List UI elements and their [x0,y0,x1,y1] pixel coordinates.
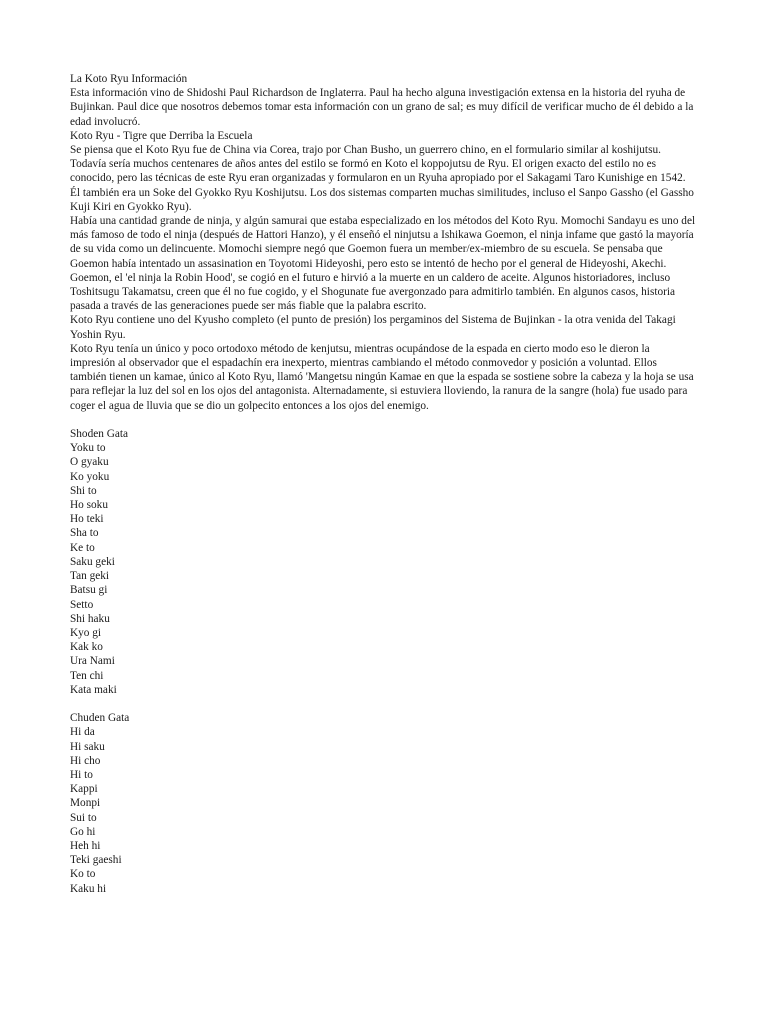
list-item: Kata maki [70,683,117,696]
list-item: Ko to [70,868,96,881]
chuden-gata-heading: Chuden Gata [70,712,130,725]
list-item: Shi to [70,484,97,497]
list-item: Ke to [70,541,95,554]
document-page [70,72,696,896]
spacer [70,697,696,711]
shoden-gata-list [70,441,696,697]
list-item: Heh hi [70,839,101,852]
list-item: Hi saku [70,740,105,753]
shoden-gata-heading: Shoden Gata [70,428,129,441]
list-item: Kyo gi [70,626,102,639]
body-paragraph-4: Koto Ryu tenía un único y poco ortodoxo método de kenjutsu, mientras ocupándose de la espada en cierto modo eso le dieron la impresión al observador que el espadachín era inexperto, mientras cambiando el método conmovedor y posición a voluntad. Ellos también tienen un kamae, único al Koto Ryu, llamó 'Mangetsu ningún Kamae en que la espada se sostiene sobre la cabeza y la hoja se usa para reflejar la luz del sol en los ojos del antagonista. Alternadamente, si estuviera lloviendo, la ranura de la sangre (hola) fue usado para coger el agua de lluvia que se dio un golpecito entonces a los ojos del enemigo. [70,342,694,412]
list-item: Kak ko [70,641,103,654]
section-subtitle: Koto Ryu - Tigre que Derriba la Escuela [70,129,253,142]
list-item: Setto [70,598,94,611]
list-item: Monpi [70,797,101,810]
body-paragraph-3: Koto Ryu contiene uno del Kyusho completo (el punto de presión) los pergaminos del Sistema de Bujinkan - la otra venida del Takagi Yoshin Ryu. [70,314,676,341]
list-item: Go hi [70,825,96,838]
spacer [70,413,696,427]
document-title: La Koto Ryu Información [70,73,188,85]
list-item: Sha to [70,527,99,540]
chuden-gata-list [70,725,696,895]
list-item: Tan geki [70,570,110,583]
list-item: Kaku hi [70,882,107,895]
list-item: Shi haku [70,612,110,625]
list-item: Kappi [70,783,98,796]
intro-paragraph: Esta información vino de Shidoshi Paul Richardson de Inglaterra. Paul ha hecho alguna investigación extensa en la historia del ryuha de Bujinkan. Paul dice que nosotros debemos tomar esta información con un grano de sal; es muy difícil de verificar mucho de él debido a la edad involucró. [70,87,694,128]
list-item: Hi cho [70,754,101,767]
body-paragraph-1: Se piensa que el Koto Ryu fue de China via Corea, trajo por Chan Busho, un guerrero chino, en el formulario similar al koshijutsu. Todavía sería muchos centenares de años antes del estilo se formó en Koto el koppojutsu de Ryu. El origen exacto del estilo no es conocido, pero las técnicas de este Ryu eran organizadas y formularon en un Ryuha apropiado por el Sakagami Taro Kunishige en 1542. Él también era un Soke del Gyokko Ryu Koshijutsu. Los dos sistemas comparten muchas similitudes, incluso el Sanpo Gassho (el Gassho Kuji Kiri en Gyokko Ryu). [70,144,694,213]
list-item: Ho soku [70,499,108,512]
list-item: O gyaku [70,456,109,469]
list-item: Teki gaeshi [70,854,122,867]
list-item: Saku geki [70,555,115,568]
list-item: Ura Nami [70,655,115,668]
body-paragraph-2: Había una cantidad grande de ninja, y algún samurai que estaba especializado en los métodos del Koto Ryu. Momochi Sandayu es uno del más famoso de todo el ninja (después de Hattori Hanzo), y él enseñó el ninjutsu a Ishikawa Goemon, el ninja infame que gastó la mayoría de su vida como un delincuente. Momochi siempre negó que Goemon fuera un member/ex-miembro de su escuela. Se pensaba que Goemon había intentado un assasination en Toyotomi Hideyoshi, pero esto se intentó de hecho por el general de Hideyoshi, Akechi. Goemon, el 'el ninja la Robin Hood', se cogió en el futuro e hirvió a la muerte en un caldero de aceite. Algunos historiadores, incluso Toshitsugu Takamatsu, creen que él no fue cogido, y el Shogunate fue avergonzado para admitirlo también. En algunos casos, historia pasada a través de las generaciones puede ser más fiable que la palabra escrito. [70,215,696,313]
list-item: Ko yoku [70,470,110,483]
list-item: Ten chi [70,669,104,682]
list-item: Sui to [70,811,97,824]
list-item: Hi to [70,768,93,781]
list-item: Yoku to [70,442,106,455]
list-item: Ho teki [70,513,104,526]
list-item: Hi da [70,726,95,739]
list-item: Batsu gi [70,584,108,597]
